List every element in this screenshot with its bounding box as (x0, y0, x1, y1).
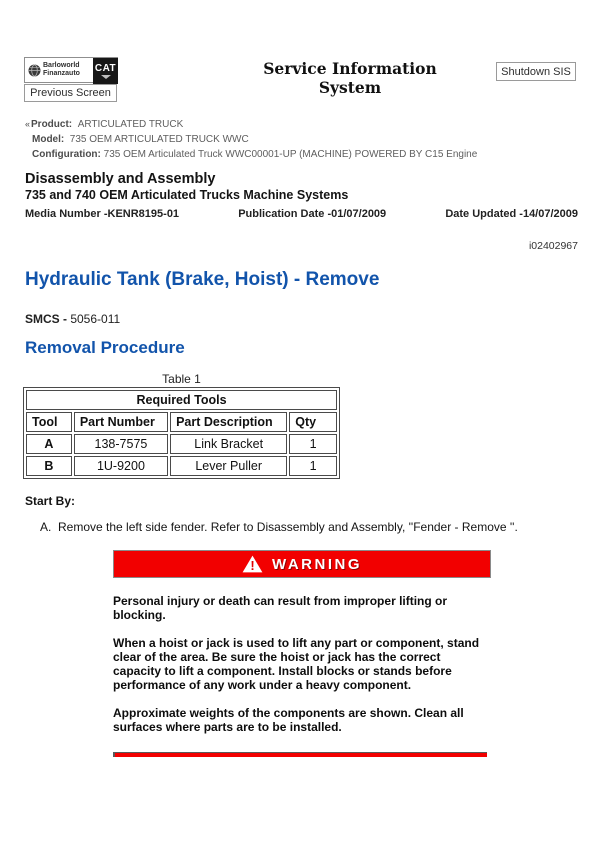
warning-paragraph: Approximate weights of the components are shown. Clean all surfaces where parts are to be installed. (113, 706, 464, 734)
product-label: Product: (31, 119, 73, 130)
barloworld-logo (25, 62, 93, 78)
part-description: Lever Puller (170, 456, 287, 476)
product-value: ARTICULATED TRUCK (77, 119, 184, 130)
collapse-chevron-icon[interactable]: « (25, 119, 31, 129)
part-number: 1U-9200 (74, 456, 168, 476)
part-description: Link Bracket (170, 434, 287, 454)
warning-paragraph: Personal injury or death can result from improper lifting or blocking. (113, 594, 448, 622)
model-line (25, 132, 578, 147)
product-line (25, 117, 578, 132)
warning-paragraph: When a hoist or jack is used to lift any part or component, stand clear of the area. Be sure the hoist or jack has the correct capacity to lift a component. Install blocks or stands before performance of any work under a heavy component. (113, 636, 480, 692)
cat-triangle-icon (101, 75, 111, 79)
warning-end-rule (113, 752, 487, 757)
qty: 1 (289, 456, 337, 476)
smcs-value: 5056-011 (67, 312, 121, 326)
barloworld-cat-logo (24, 57, 118, 83)
shutdown-sis-button[interactable]: Shutdown SIS (496, 62, 576, 81)
cat-logo: CAT (93, 58, 118, 84)
warning-block (113, 550, 491, 757)
tool-letter: B (26, 456, 72, 476)
warning-label: WARNING (272, 555, 362, 573)
logo-text: Barloworld Finanzauto (43, 62, 80, 77)
table-caption: Table 1 (162, 372, 201, 386)
configuration-line (25, 147, 578, 162)
start-by-step (40, 520, 578, 534)
previous-screen-button[interactable]: Previous Screen (24, 84, 117, 102)
page-header (0, 0, 600, 117)
smcs-label: SMCS - (25, 312, 67, 326)
warning-triangle-icon (242, 555, 263, 573)
document-content (0, 117, 600, 757)
table-header-row (26, 412, 337, 432)
document-id: i02402967 (528, 240, 578, 252)
configuration-label: Configuration: (32, 149, 101, 160)
procedure-title: Hydraulic Tank (Brake, Hoist) - Remove (25, 269, 380, 290)
table-row (26, 434, 337, 454)
model-label: Model: (32, 134, 65, 145)
media-info-row (25, 208, 578, 220)
configuration-value: 735 OEM Articulated Truck WWC00001-UP (MACHINE) POWERED BY C15 Engine (103, 149, 478, 160)
step-text: Remove the left side fender. Refer to Disassembly and Assembly, ''Fender - Remove ''. (58, 520, 518, 534)
tool-letter: A (26, 434, 72, 454)
part-number: 138-7575 (74, 434, 168, 454)
required-tools-table (23, 387, 340, 479)
col-part-number: Part Number (74, 412, 168, 432)
manual-subtitle: 735 and 740 OEM Articulated Trucks Machine Systems (25, 188, 349, 202)
table-row (26, 456, 337, 476)
start-by-heading: Start By: (25, 494, 76, 508)
col-part-description: Part Description (170, 412, 287, 432)
globe-icon (28, 64, 41, 77)
table-title: Required Tools (26, 390, 337, 410)
media-number: Media Number -KENR8195-01 (25, 208, 180, 220)
model-value: 735 OEM ARTICULATED TRUCK WWC (69, 134, 249, 145)
col-qty: Qty (289, 412, 337, 432)
publication-date: Publication Date -01/07/2009 (238, 208, 387, 220)
removal-procedure-heading: Removal Procedure (25, 338, 185, 357)
svg-text:!: ! (250, 558, 255, 573)
app-title: Service Information System (263, 59, 437, 97)
manual-title: Disassembly and Assembly (25, 171, 216, 187)
qty: 1 (289, 434, 337, 454)
table-title-row (26, 390, 337, 410)
list-marker: A. (40, 520, 52, 534)
warning-banner (113, 550, 491, 578)
smcs-code (25, 312, 578, 326)
date-updated: Date Updated -14/07/2009 (445, 208, 578, 220)
col-tool: Tool (26, 412, 72, 432)
